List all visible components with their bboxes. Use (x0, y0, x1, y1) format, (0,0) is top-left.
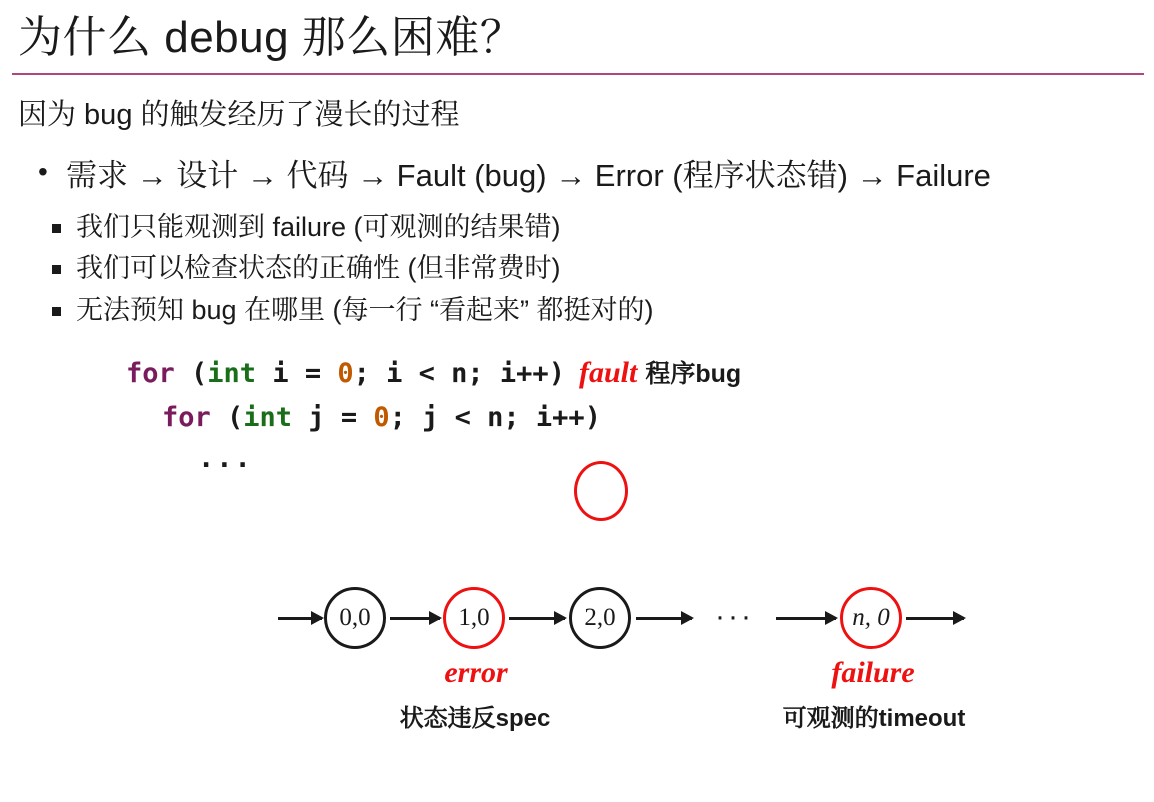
arrow-icon (278, 617, 322, 620)
code-line-2 (126, 397, 1154, 439)
list-item: 无法预知 bug 在哪里 (每一行 “看起来” 都挺对的) (46, 290, 1154, 332)
lead-text: 因为 bug 的触发经历了漫长的过程 (18, 99, 460, 131)
arrow-icon (390, 617, 440, 620)
state-node: 1,0 (443, 587, 505, 649)
error-label: error (444, 656, 508, 689)
arrow-icon (906, 617, 964, 620)
list-item: 我们可以检查状态的正确性 (但非常费时) (46, 248, 1154, 290)
code-text: i = (256, 358, 338, 390)
state-node: 2,0 (569, 587, 631, 649)
state-transition-diagram (0, 560, 1154, 760)
arrow-icon (636, 617, 692, 620)
code-text: j = (292, 401, 374, 433)
bullet-list-level2 (0, 207, 1154, 333)
code-line-1 (126, 350, 1154, 397)
code-text: ( (210, 401, 244, 433)
bullet-list-level1 (0, 155, 1154, 197)
code-text: ; i < n; i++) (353, 358, 565, 390)
code-number: 0 (373, 401, 390, 433)
arrow-icon (776, 617, 836, 620)
state-node: n, 0 (840, 587, 902, 649)
list-item: • 需求 → 设计 → 代码 → Fault (bug) → Error (程序状态错) → Failure (30, 155, 1154, 197)
error-caption: 状态违反spec (399, 705, 551, 732)
page-title: 为什么 debug 那么困难？ (18, 13, 525, 62)
code-line-3: ... (198, 443, 253, 475)
keyword-int: int (207, 358, 257, 390)
code-number: 0 (337, 358, 354, 390)
failure-caption: 可观测的timeout (782, 705, 966, 732)
keyword-int: int (243, 401, 293, 433)
keyword-for: for (126, 358, 175, 390)
arrow-icon (509, 617, 565, 620)
list-item: 我们只能观测到 failure (可观测的结果错) (46, 207, 1154, 249)
fault-annotation: fault (578, 356, 638, 390)
ellipsis-label: ··· (715, 600, 754, 633)
state-node: 0,0 (324, 587, 386, 649)
code-text: ; j < n; i++) (389, 401, 601, 433)
failure-label: failure (831, 656, 915, 689)
code-snippet (0, 350, 1154, 480)
fault-note: 程序bug (645, 360, 742, 389)
keyword-for: for (162, 401, 211, 433)
code-text: ( (174, 358, 208, 390)
